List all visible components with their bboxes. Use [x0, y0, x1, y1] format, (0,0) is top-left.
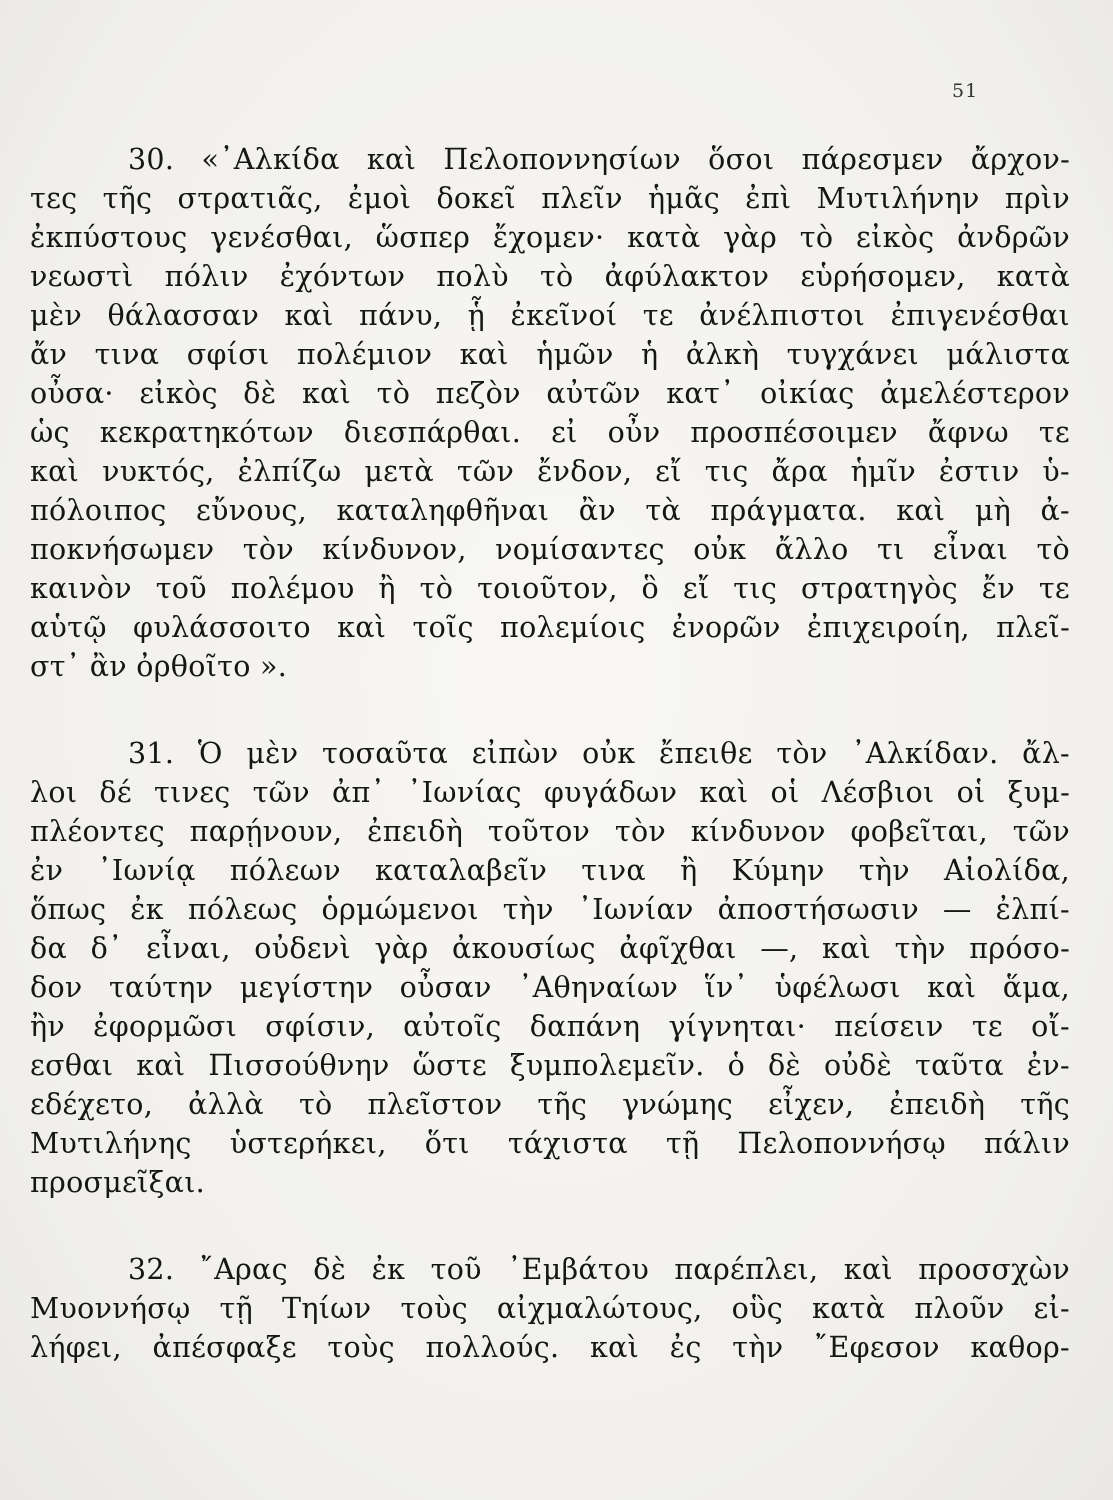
text-line: Μυτιλήνης ὑστερήκει, ὅτι τάχιστα τῇ Πελοποννήσῳ πάλιν: [30, 1127, 1070, 1160]
text-body: [30, 140, 1070, 1367]
paragraph-31: [30, 734, 1070, 1202]
text-line: ἐν ᾿Ιωνίᾳ πόλεων καταλαβεῖν τινα ἢ Κύμην τὴν Αἰολίδα,: [30, 854, 1070, 887]
text-line: καινὸν τοῦ πολέμου ἢ τὸ τοιοῦτον, ὃ εἴ τις στρατηγὸς ἔν τε: [30, 572, 1070, 605]
text-line: ἄν τινα σφίσι πολέμιον καὶ ἡμῶν ἡ ἀλκὴ τυγχάνει μάλιστα: [30, 338, 1070, 371]
text-line: 32. ῎Αρας δὲ ἐκ τοῦ ᾿Εμβάτου παρέπλει, καὶ προσσχὼν: [128, 1253, 1070, 1286]
text-line: καὶ νυκτός, ἐλπίζω μετὰ τῶν ἔνδον, εἴ τις ἄρα ἡμῖν ἐστιν ὑ-: [30, 455, 1070, 488]
text-line: λοι δέ τινες τῶν ἀπ᾿ ᾿Ιωνίας φυγάδων καὶ οἱ Λέσβιοι οἱ ξυμ-: [30, 776, 1070, 809]
text-line: μὲν θάλασσαν καὶ πάνυ, ᾗ ἐκεῖνοί τε ἀνέλπιστοι ἐπιγενέσθαι: [30, 299, 1070, 332]
text-line: προσμεῖξαι.: [30, 1166, 206, 1199]
text-line: εσθαι καὶ Πισσούθνην ὥστε ξυμπολεμεῖν. ὁ δὲ οὐδὲ ταῦτα ἐν-: [30, 1049, 1070, 1082]
text-line: ἢν ἐφορμῶσι σφίσιν, αὐτοῖς δαπάνη γίγνηται· πείσειν τε οἴ-: [30, 1010, 1070, 1043]
text-line: τες τῆς στρατιᾶς, ἐμοὶ δοκεῖ πλεῖν ἡμᾶς ἐπὶ Μυτιλήνην πρὶν: [30, 182, 1070, 215]
text-line: δον ταύτην μεγίστην οὖσαν ᾿Αθηναίων ἵν᾿ ὑφέλωσι καὶ ἅμα,: [30, 971, 1070, 1004]
paragraph-30: [30, 140, 1070, 686]
text-line: λήφει, ἀπέσφαξε τοὺς πολλούς. καὶ ἐς τὴν ῎Εφεσον καθορ-: [30, 1331, 1070, 1364]
text-line: ἐκπύστους γενέσθαι, ὥσπερ ἔχομεν· κατὰ γὰρ τὸ εἰκὸς ἀνδρῶν: [30, 221, 1070, 254]
text-line: ποκνήσωμεν τὸν κίνδυνον, νομίσαντες οὐκ ἄλλο τι εἶναι τὸ: [30, 533, 1070, 566]
text-line: 30. «᾿Αλκίδα καὶ Πελοποννησίων ὅσοι πάρεσμεν ἄρχον-: [128, 143, 1070, 176]
text-line: στ᾿ ἂν ὀρθοῖτο ».: [30, 650, 288, 683]
text-line: Μυοννήσῳ τῇ Τηίων τοὺς αἰχμαλώτους, οὓς κατὰ πλοῦν εἰ-: [30, 1292, 1070, 1325]
paragraph-32: [30, 1250, 1070, 1367]
text-line: πλέοντες παρῄνουν, ἐπειδὴ τοῦτον τὸν κίνδυνον φοβεῖται, τῶν: [30, 815, 1070, 848]
text-line: νεωστὶ πόλιν ἐχόντων πολὺ τὸ ἀφύλακτον εὑρήσομεν, κατὰ: [30, 260, 1070, 293]
text-line: ὡς κεκρατηκότων διεσπάρθαι. εἰ οὖν προσπέσοιμεν ἄφνω τε: [30, 416, 1070, 449]
text-line: πόλοιπος εὔνους, καταληφθῆναι ἂν τὰ πράγματα. καὶ μὴ ἀ-: [30, 494, 1070, 527]
text-line: εδέχετο, ἀλλὰ τὸ πλεῖστον τῆς γνώμης εἶχεν, ἐπειδὴ τῆς: [30, 1088, 1070, 1121]
text-line: ὅπως ἐκ πόλεως ὁρμώμενοι τὴν ᾿Ιωνίαν ἀποστήσωσιν — ἐλπί-: [30, 893, 1070, 926]
page-number: 51: [952, 80, 979, 102]
text-line: δα δ᾿ εἶναι, οὐδενὶ γὰρ ἀκουσίως ἀφῖχθαι —, καὶ τὴν πρόσο-: [30, 932, 1070, 965]
text-line: οὖσα· εἰκὸς δὲ καὶ τὸ πεζὸν αὐτῶν κατ᾿ οἰκίας ἀμελέστερον: [30, 377, 1070, 410]
text-line: αὑτῷ φυλάσσοιτο καὶ τοῖς πολεμίοις ἐνορῶν ἐπιχειροίη, πλεῖ-: [30, 611, 1070, 644]
text-line: 31. Ὁ μὲν τοσαῦτα εἰπὼν οὐκ ἔπειθε τὸν ᾿Αλκίδαν. ἄλ-: [128, 737, 1070, 770]
